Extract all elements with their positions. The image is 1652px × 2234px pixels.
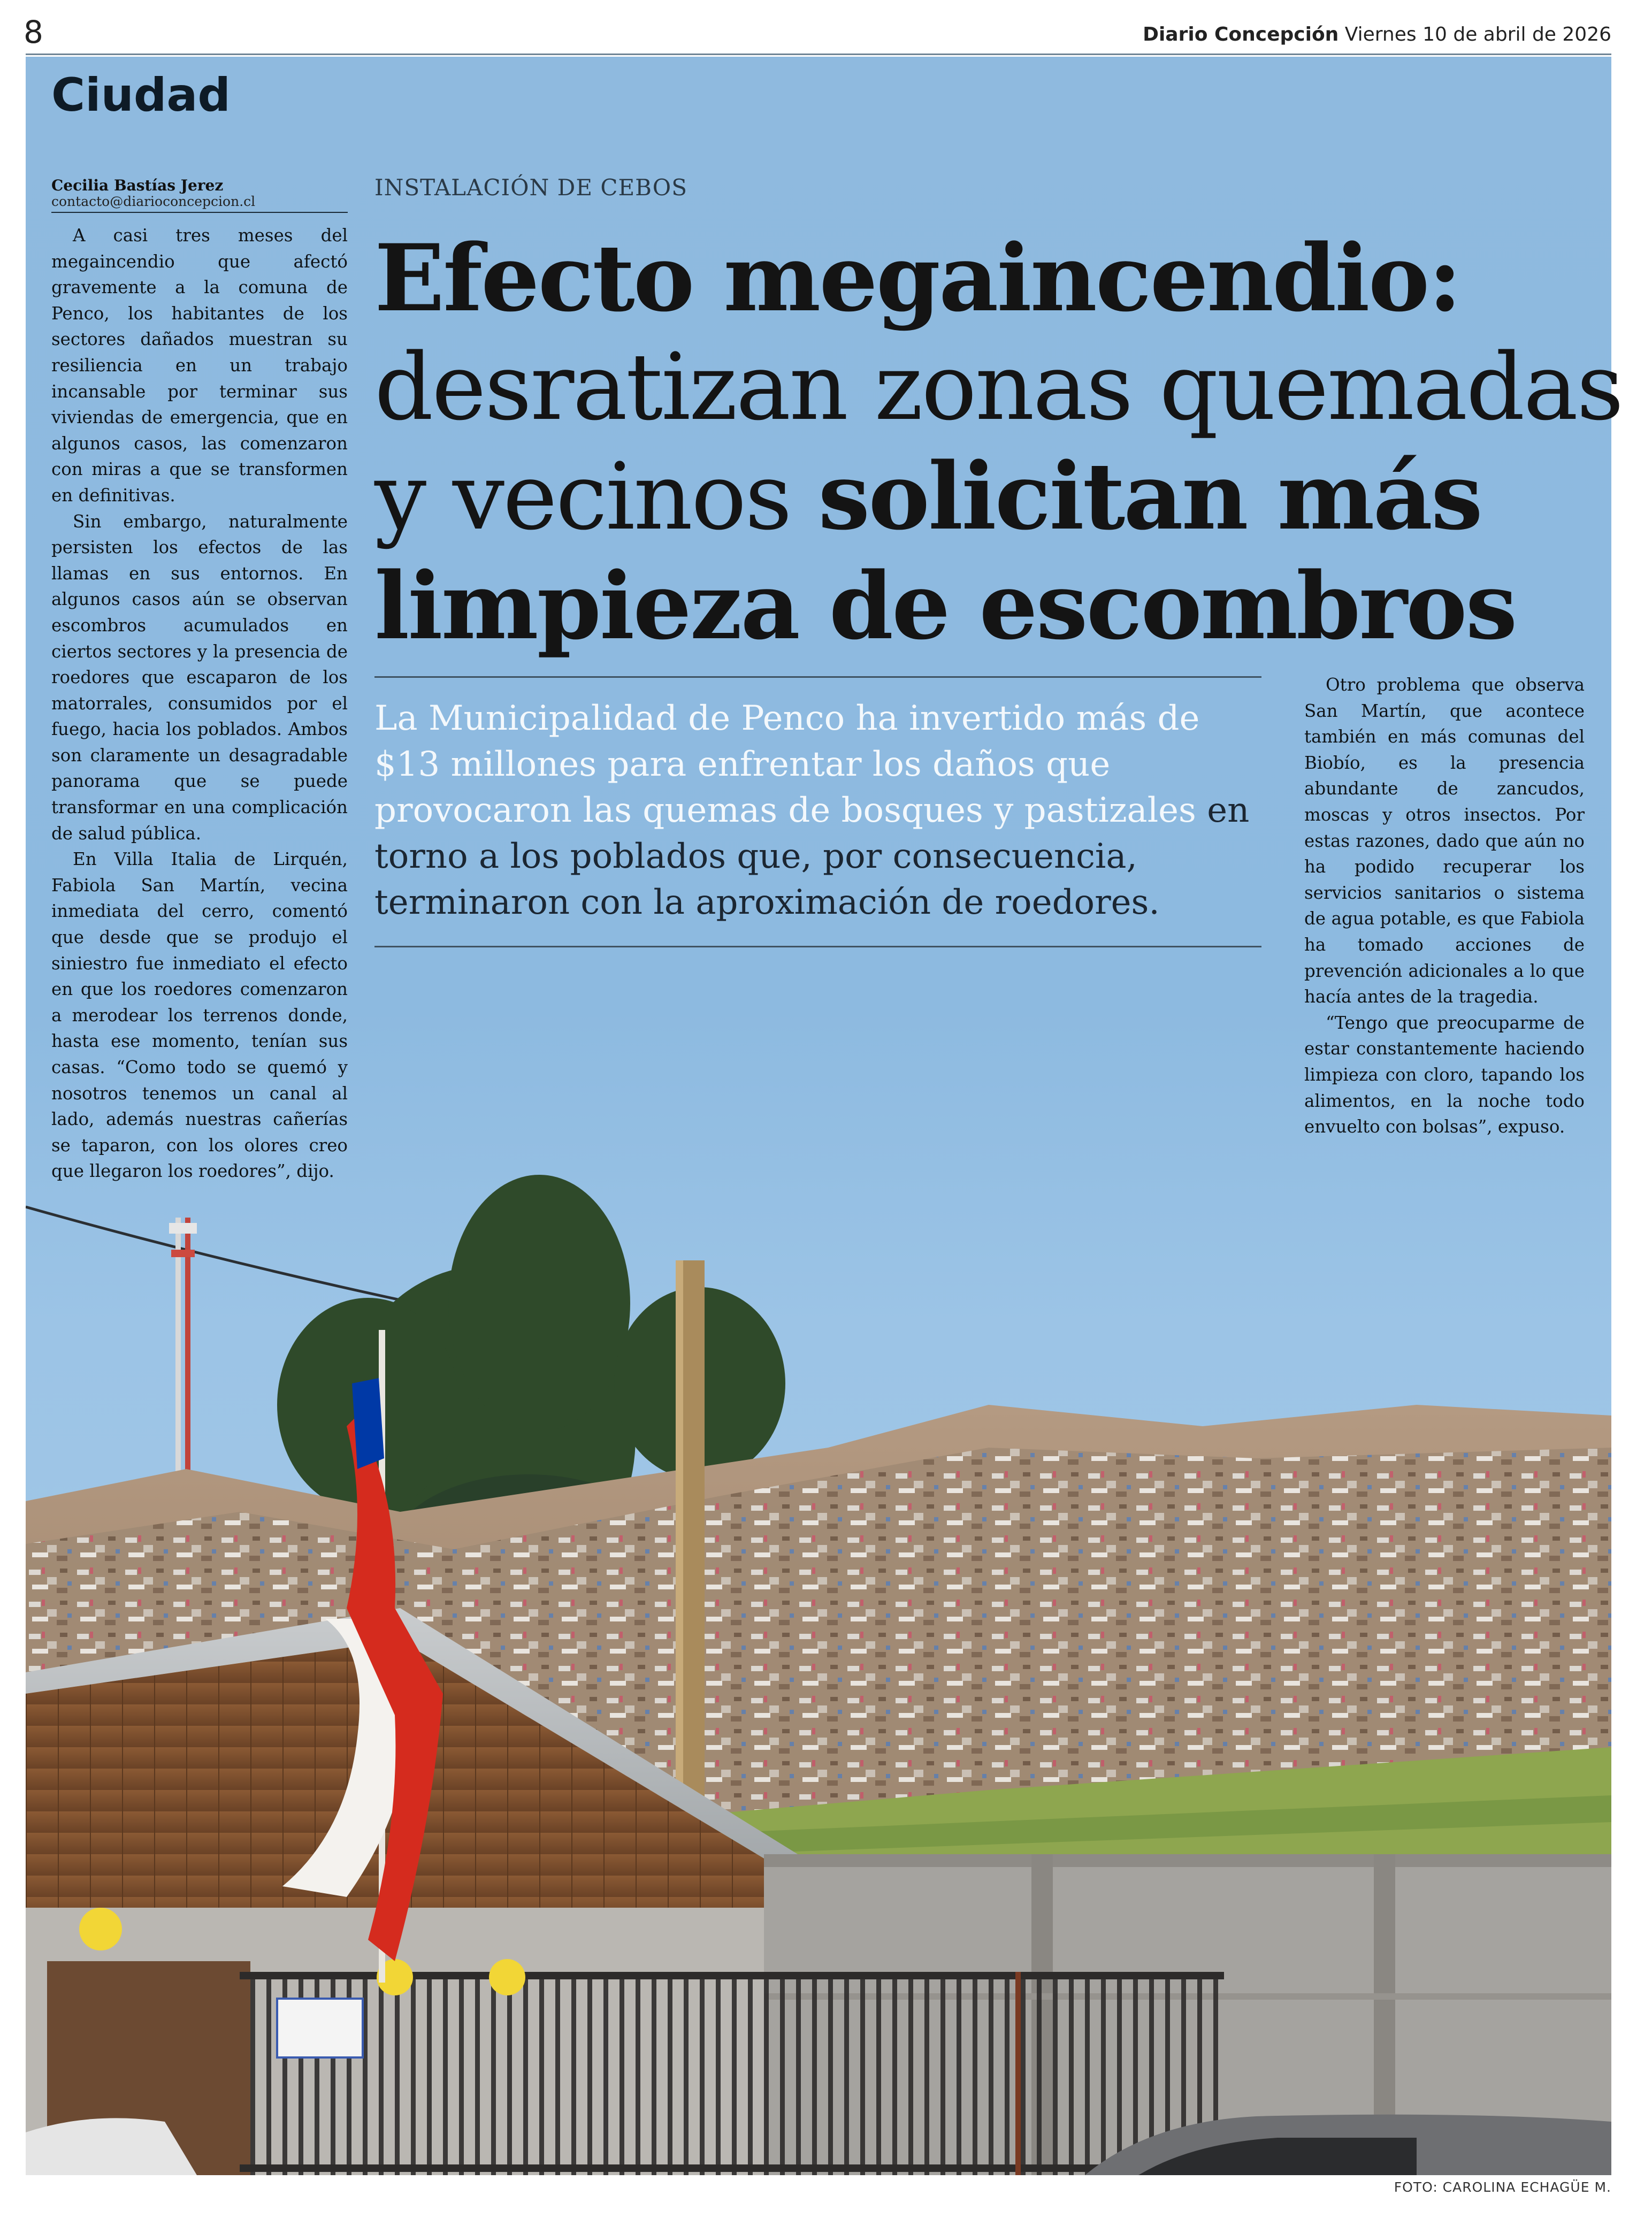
photo-credit: FOTO: CAROLINA ECHAGÜE M.: [1394, 2179, 1611, 2195]
deck: [374, 695, 1263, 925]
headline-text: y vecinos: [374, 443, 819, 550]
metal-fence: [240, 1972, 1224, 2175]
headline-text-bold: solicitan más: [818, 442, 1481, 550]
paragraph: “Tengo que preocuparme de estar constantemente haciendo limpieza con cloro, tapando los alimentos, en la noche todo envuelto con bolsas”, expuso.: [1304, 1012, 1585, 1137]
issue-date: Viernes 10 de abril de 2026: [1344, 24, 1611, 45]
byline-author: Cecilia Bastías Jerez: [51, 177, 224, 194]
page-number: 8: [24, 14, 43, 50]
headline-line: [374, 442, 1481, 552]
paragraph: En Villa Italia de Lirquén, Fabiola San Martín, vecina inmediata del cerro, comentó que desde que se produjo el siniestro fue inmediato el efecto en que los roedores comenzaron a merodear los terrenos donde, hasta ese momento, tenían sus casas. “Como todo se quemó y nosotros tenemos un canal al lado, además nuestras cañerías se taparon, con los olores creo que llegaron los roedores”, dijo.: [51, 849, 348, 1182]
byline-divider: [51, 212, 348, 213]
byline-email[interactable]: contacto@diarioconcepcion.cl: [51, 194, 256, 209]
paragraph: A casi tres meses del megaincendio que afectó gravemente a la comuna de Penco, los habitantes de los sectores dañados muestran su resiliencia en un trabajo incansable por terminar sus viviendas de emergencia, que en algunos casos, las comenzaron con miras a que se transformen en definitivas.: [51, 225, 348, 506]
body-column-left: [51, 223, 348, 1184]
headline: [374, 224, 1623, 661]
paragraph: Sin embargo, naturalmente persisten los efectos de las llamas en sus entornos. En algunos casos aún se observan escombros acumulados en ciertos sectores y la presencia de roedores que escaparon de los matorrales, consumidos por el fuego, hacia los poblados. Ambos son claramente un desagradable panorama que se puede transformar en una complicación de salud pública.: [51, 511, 348, 844]
deck-divider-top: [374, 676, 1261, 678]
section-label: Ciudad: [51, 68, 231, 122]
headline-line: Efecto megaincendio:: [374, 224, 1460, 332]
body-column-right: [1304, 672, 1585, 1140]
kicker: INSTALACIÓN DE CEBOS: [374, 174, 687, 201]
header-divider: [26, 53, 1611, 55]
headline-line: limpieza de escombros: [374, 552, 1516, 660]
deck-divider-bottom: [374, 946, 1261, 947]
newspaper-name: Diario Concepción: [1143, 24, 1339, 45]
paragraph: Otro problema que observa San Martín, que acontece también en más comunas del Biobío, es la presencia abundante de zancudos, moscas y otros insectos. Por estas razones, dado que aún no ha podido recuperar los servicios sanitarios o sistema de agua potable, es que Fabiola ha tomado acciones de prevención adicionales a lo que hacía antes de la tragedia.: [1304, 675, 1585, 1007]
deck-highlight: La Municipalidad de Penco ha invertido más de $13 millones para enfrentar los daños que provocaron las quemas de bosques y pastizales: [374, 699, 1200, 830]
masthead: [1143, 24, 1611, 45]
deck-text: en torno a los poblados que, por consecuencia, terminaron con la aproximación de roedores.: [374, 791, 1250, 922]
headline-line: desratizan zonas quemadas: [374, 333, 1623, 441]
